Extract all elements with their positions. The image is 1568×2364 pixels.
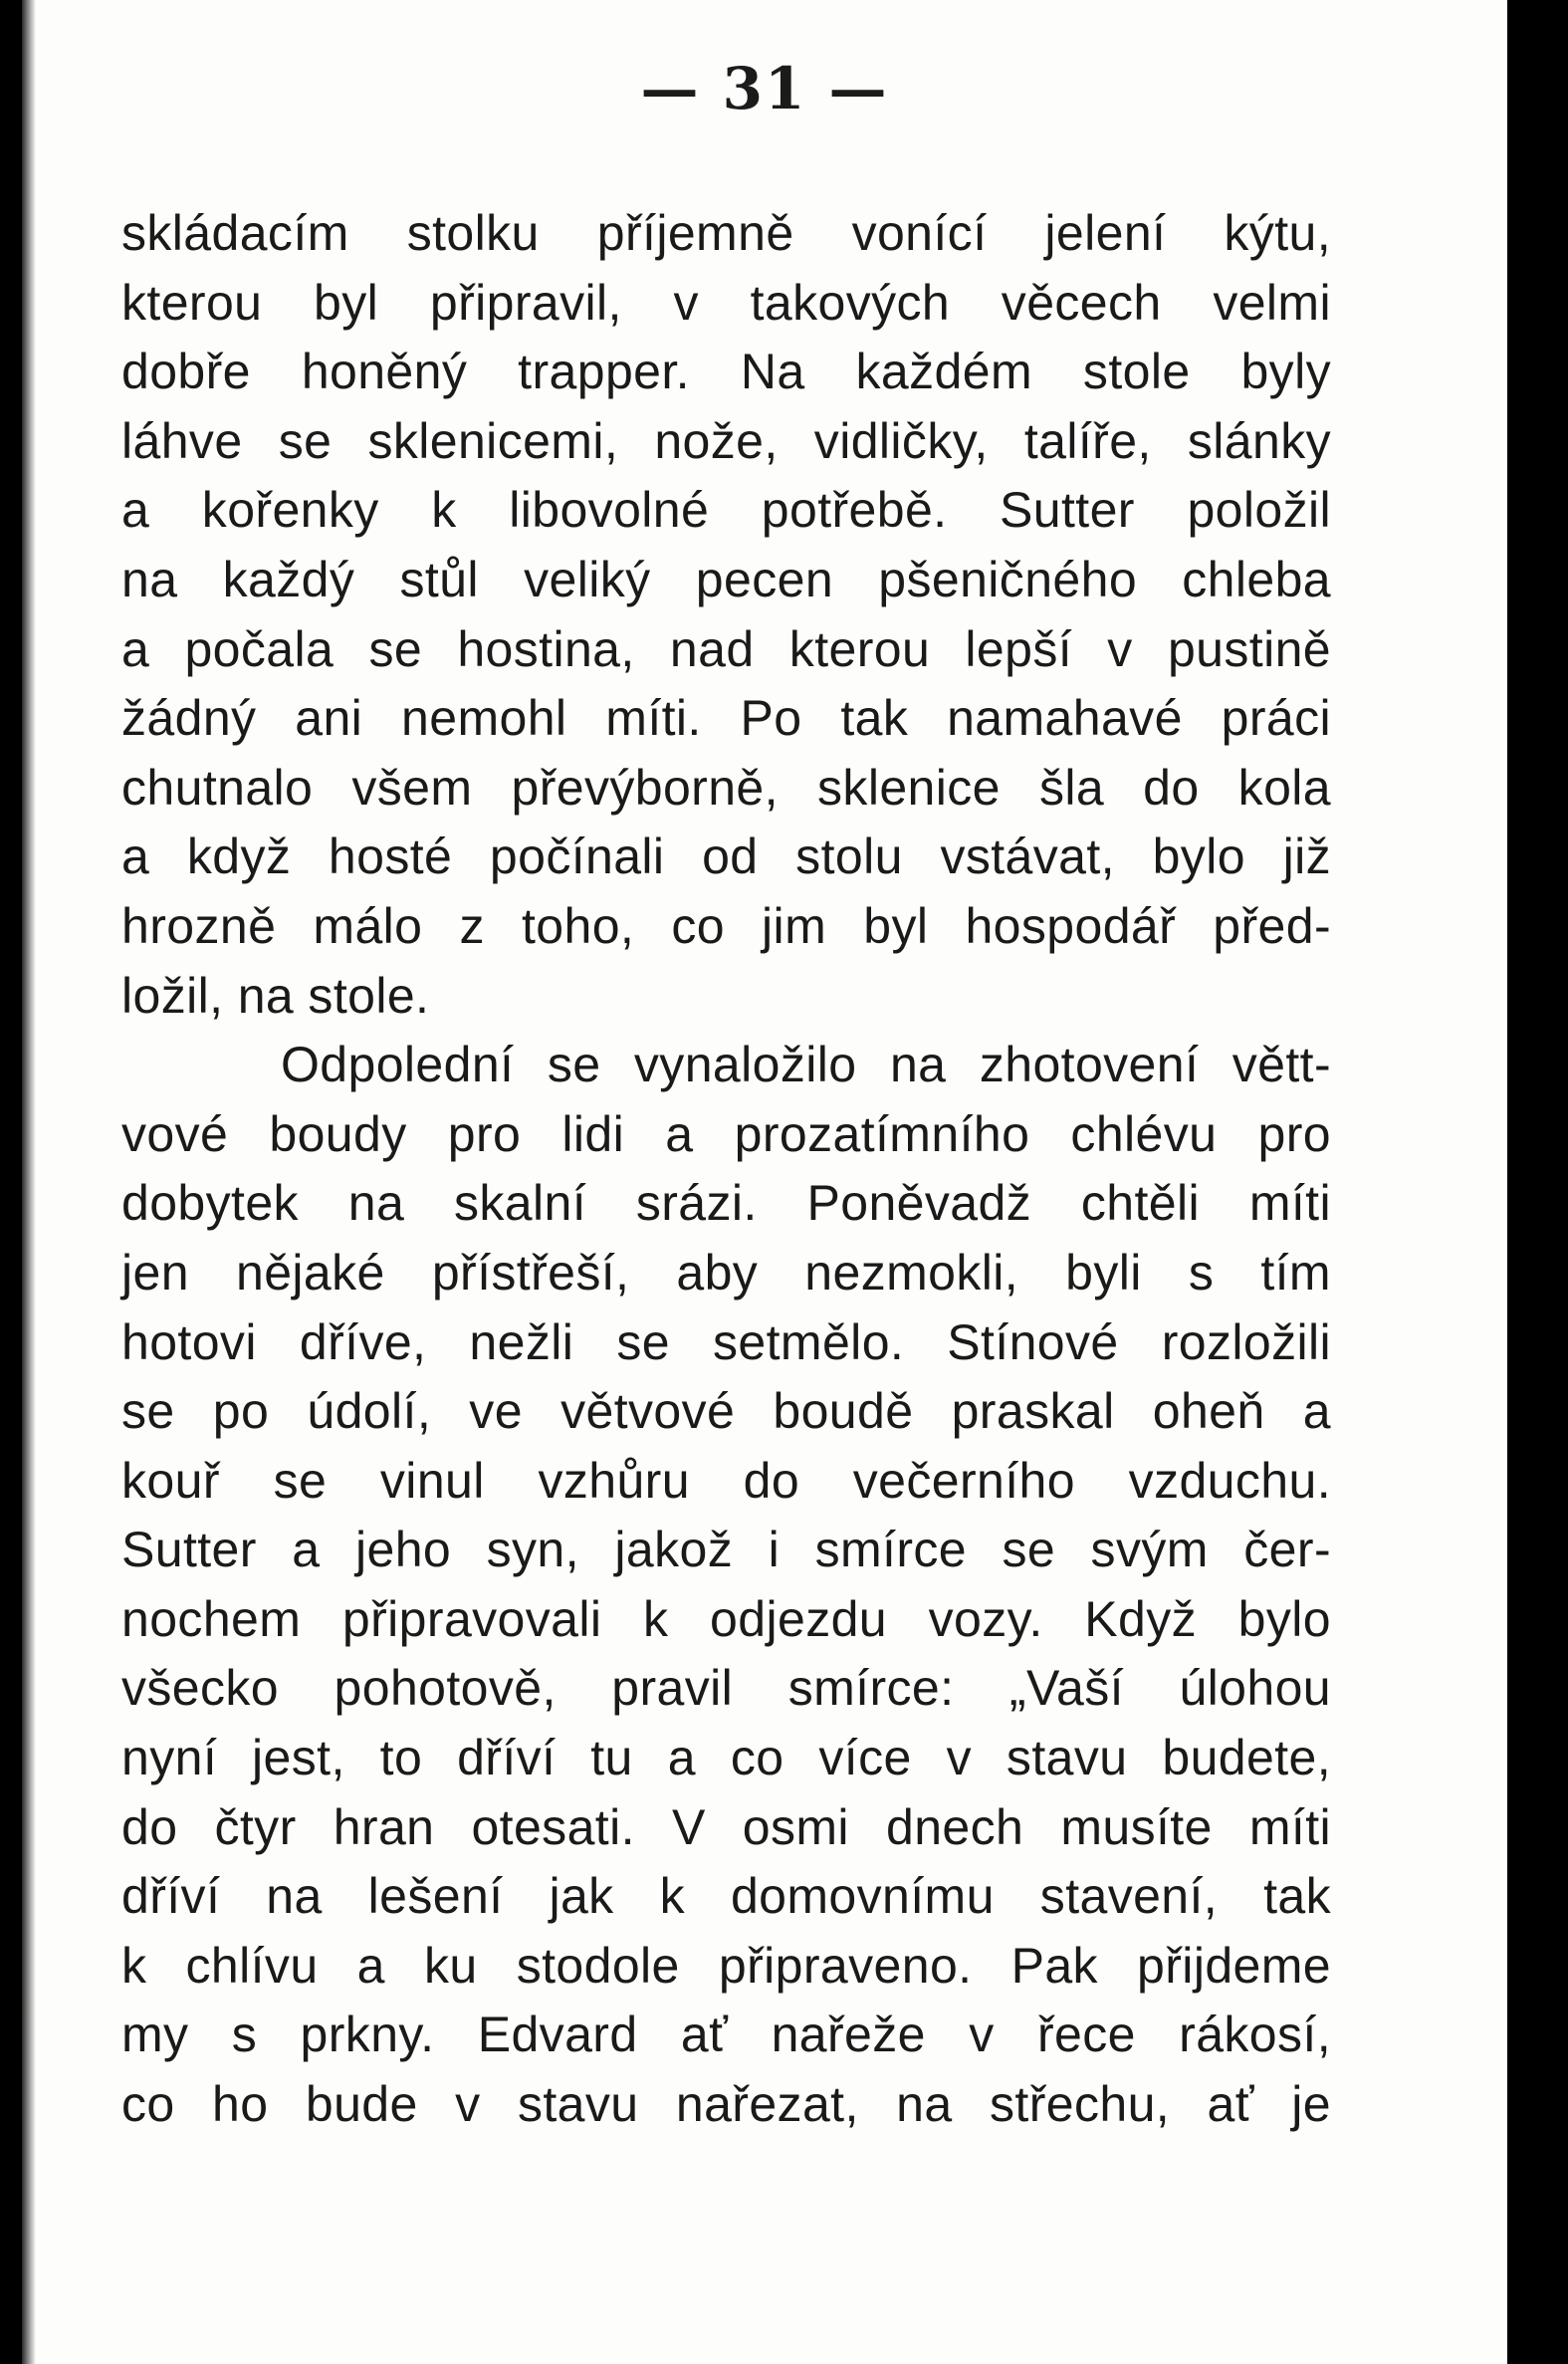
text-line: na každý stůl veliký pecen pšeničného chleba	[121, 551, 1331, 607]
text-line: co ho bude v stavu nařezat, na střechu, ať je	[121, 2076, 1331, 2133]
book-page	[22, 0, 1507, 2364]
text-line: a kořenky k libovolné potřebě. Sutter položil	[121, 482, 1331, 539]
text-line: dříví na lešení jak k domovnímu stavení, tak	[121, 1868, 1331, 1925]
text-line: jen nějaké přístřeší, aby nezmokli, byli s tím	[121, 1244, 1331, 1300]
text-line: dobytek na skalní srázi. Poněvadž chtěli míti	[121, 1175, 1331, 1232]
text-line: nyní jest, to dříví tu a co více v stavu budete,	[121, 1730, 1331, 1786]
text-line: se po údolí, ve větvové boudě praskal oheň a	[121, 1383, 1331, 1440]
text-line: a počala se hostina, nad kterou lepší v pustině	[121, 620, 1331, 677]
text-line: všecko pohotově, pravil smírce: „Vaší úlohou	[121, 1660, 1331, 1717]
text-line: kterou byl připravil, v takových věcech velmi	[121, 274, 1331, 331]
paragraph-start-line: Odpolední se vynaložilo na zhotovení větt-	[281, 1037, 1331, 1093]
page-number: — 31 —	[640, 55, 889, 122]
text-line: žádný ani nemohl míti. Po tak namahavé práci	[121, 690, 1331, 747]
text-line: vové boudy pro lidi a prozatímního chlévu pro	[121, 1105, 1331, 1162]
paragraph-end-line: ložil, na stole.	[121, 967, 430, 1024]
text-line: k chlívu a ku stodole připraveno. Pak přijdeme	[121, 1937, 1331, 1994]
page-body-text	[121, 199, 1331, 2140]
text-line: nochem připravovali k odjezdu vozy. Když bylo	[121, 1590, 1331, 1647]
text-line: hrozně málo z toho, co jim byl hospodář před-	[121, 897, 1331, 954]
text-line: a když hosté počínali od stolu vstávat, bylo již	[121, 828, 1331, 885]
text-line: my s prkny. Edvard ať nařeže v řece rákosí,	[121, 2007, 1331, 2063]
page-edge-shadow	[22, 0, 36, 2364]
text-line: láhve se sklenicemi, nože, vidličky, talíře, slánky	[121, 412, 1331, 469]
text-line: skládacím stolku příjemně vonící jelení kýtu,	[121, 205, 1331, 261]
text-line: hotovi dříve, nežli se setmělo. Stínové rozložili	[121, 1313, 1331, 1370]
text-line: kouř se vinul vzhůru do večerního vzduchu.	[121, 1452, 1331, 1509]
text-line: dobře honěný trapper. Na každém stole byly	[121, 344, 1331, 400]
text-line: chutnalo všem převýborně, sklenice šla do kola	[121, 759, 1331, 816]
text-line: do čtyr hran otesati. V osmi dnech musíte míti	[121, 1798, 1331, 1855]
text-line: Sutter a jeho syn, jakož i smírce se svým čer-	[121, 1522, 1331, 1578]
